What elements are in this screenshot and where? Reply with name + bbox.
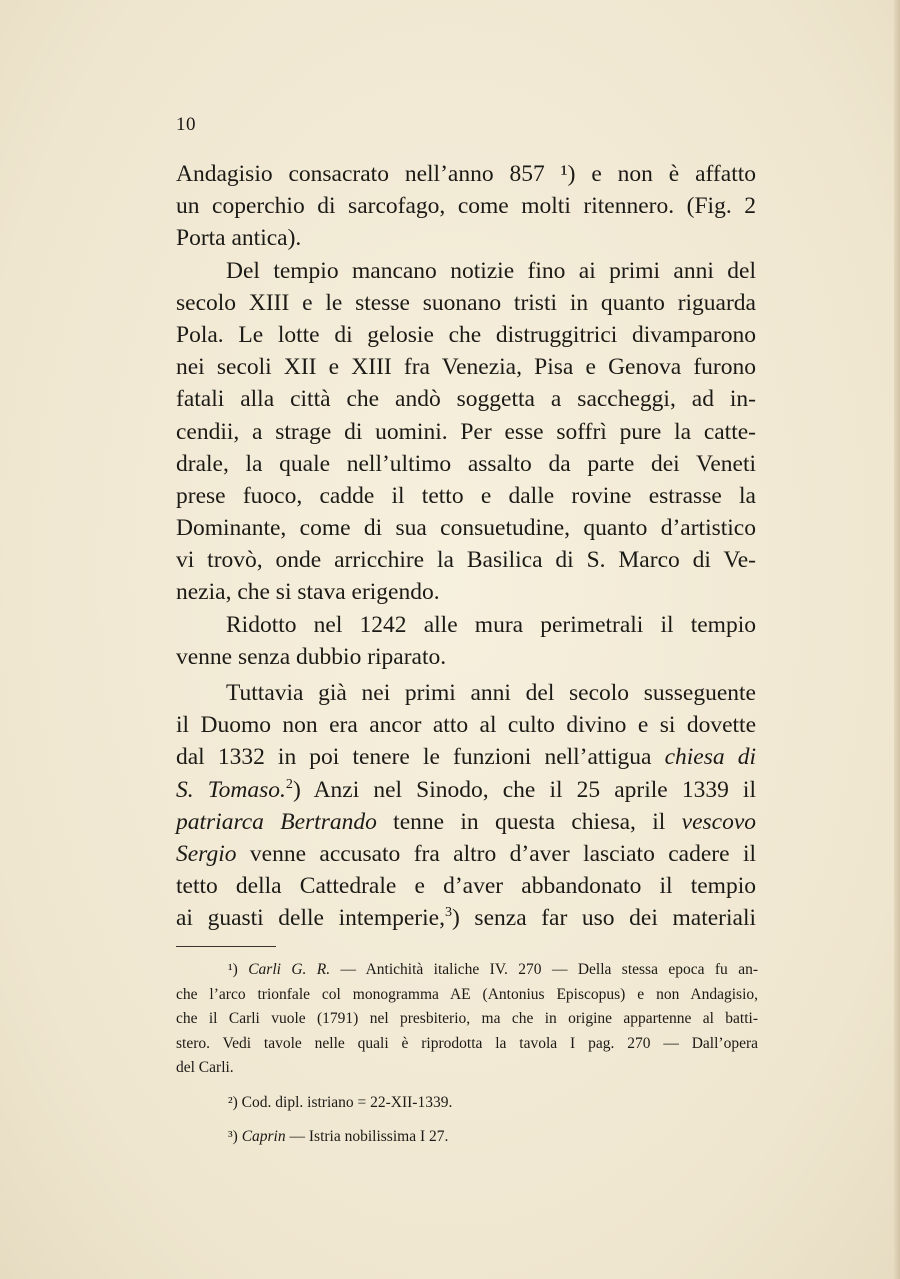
page-edge <box>894 0 900 1279</box>
text-line: Pola. Le lotte di gelosie che distruggitrici divamparono <box>176 321 756 348</box>
text-line: vi trovò, onde arricchire la Basilica di S. Marco di Ve- <box>176 547 756 574</box>
text-line: cendii, a strage di uomini. Per esse soffrì pure la catte- <box>176 418 756 445</box>
text-line: Porta antica). <box>176 225 302 252</box>
footnote-line: del Carli. <box>176 1059 234 1076</box>
italic-text: S. Tomaso. <box>176 776 286 803</box>
text-line: Ridotto nel 1242 alle mura perimetrali il tempio <box>226 611 756 638</box>
italic-text: patriarca Bertrando <box>176 808 377 835</box>
text-line: fatali alla città che andò soggetta a saccheggi, ad in- <box>176 386 756 413</box>
footnote-line: che il Carli vuole (1791) nel presbiterio, ma che in origine appartenne al batti- <box>176 1010 758 1027</box>
text-line: Dominante, come di sua consuetudine, quanto d’artistico <box>176 515 756 542</box>
italic-text: Carli G. R. <box>248 961 331 978</box>
footnote-line: ¹) Carli G. R. — Antichità italiche IV. 270 — Della stessa epoca fu an- <box>228 961 758 978</box>
text-line: venne senza dubbio riparato. <box>176 643 447 670</box>
italic-text: chiesa di <box>664 744 756 771</box>
footnote-ref: 3 <box>444 904 452 921</box>
footnote-line: ³) Caprin — Istria nobilissima I 27. <box>228 1128 449 1145</box>
text-line: Tuttavia già nei primi anni del secolo susseguente <box>226 680 756 706</box>
footnotes <box>176 958 758 1150</box>
text-line: Andagisio consacrato nell’anno 857 ¹) e non è affatto <box>176 161 756 187</box>
footnote-line: che l’arco trionfale col monogramma AE (Antonius Episcopus) e non Andagisio, <box>176 985 758 1003</box>
text-line: ai guasti delle intemperie,$^3$) senza far uso dei materiali <box>176 904 756 932</box>
italic-text: Sergio <box>176 840 237 867</box>
text-line: secolo XIII e le stesse suonano tristi in quanto riguarda <box>176 289 756 316</box>
footnote-divider <box>176 946 276 947</box>
text-line: nezia, che si stava erigendo. <box>176 579 440 606</box>
text-line: il Duomo non era ancor atto al culto divino e si dovette <box>176 712 756 739</box>
footnote-ref: 2 <box>285 775 293 792</box>
text-line: Sergio venne accusato fra altro d’aver lasciato cadere il <box>176 840 756 867</box>
footnote-line: stero. Vedi tavole nelle quali è riprodotta la tavola I pag. 270 — Dall’opera <box>176 1034 758 1052</box>
body-text <box>176 158 756 935</box>
text-line: nei secoli XII e XIII fra Venezia, Pisa e Genova furono <box>176 354 756 381</box>
text-line: un coperchio di sarcofago, come molti ritennero. (Fig. 2 <box>176 193 756 220</box>
text-line: dal 1332 in poi tenere le funzioni nell’attigua chiesa di <box>176 744 756 771</box>
page-number: 10 <box>176 114 196 135</box>
footnote-line: ²) Cod. dipl. istriano = 22-XII-1339. <box>228 1093 453 1111</box>
italic-text: vescovo <box>681 808 757 835</box>
text-line: S. Tomaso.$^2$) Anzi nel Sinodo, che il 25 aprile 1339 il <box>176 775 756 803</box>
text-line: Del tempio mancano notizie fino ai primi anni del <box>226 257 756 284</box>
text-line: tetto della Cattedrale e d’aver abbandonato il tempio <box>176 873 756 900</box>
text-line: drale, la quale nell’ultimo assalto da parte dei Veneti <box>176 450 756 477</box>
italic-text: Caprin <box>241 1128 286 1145</box>
text-line: prese fuoco, cadde il tetto e dalle rovine estrasse la <box>176 482 756 509</box>
text-line: patriarca Bertrando tenne in questa chiesa, il vescovo <box>176 808 757 835</box>
